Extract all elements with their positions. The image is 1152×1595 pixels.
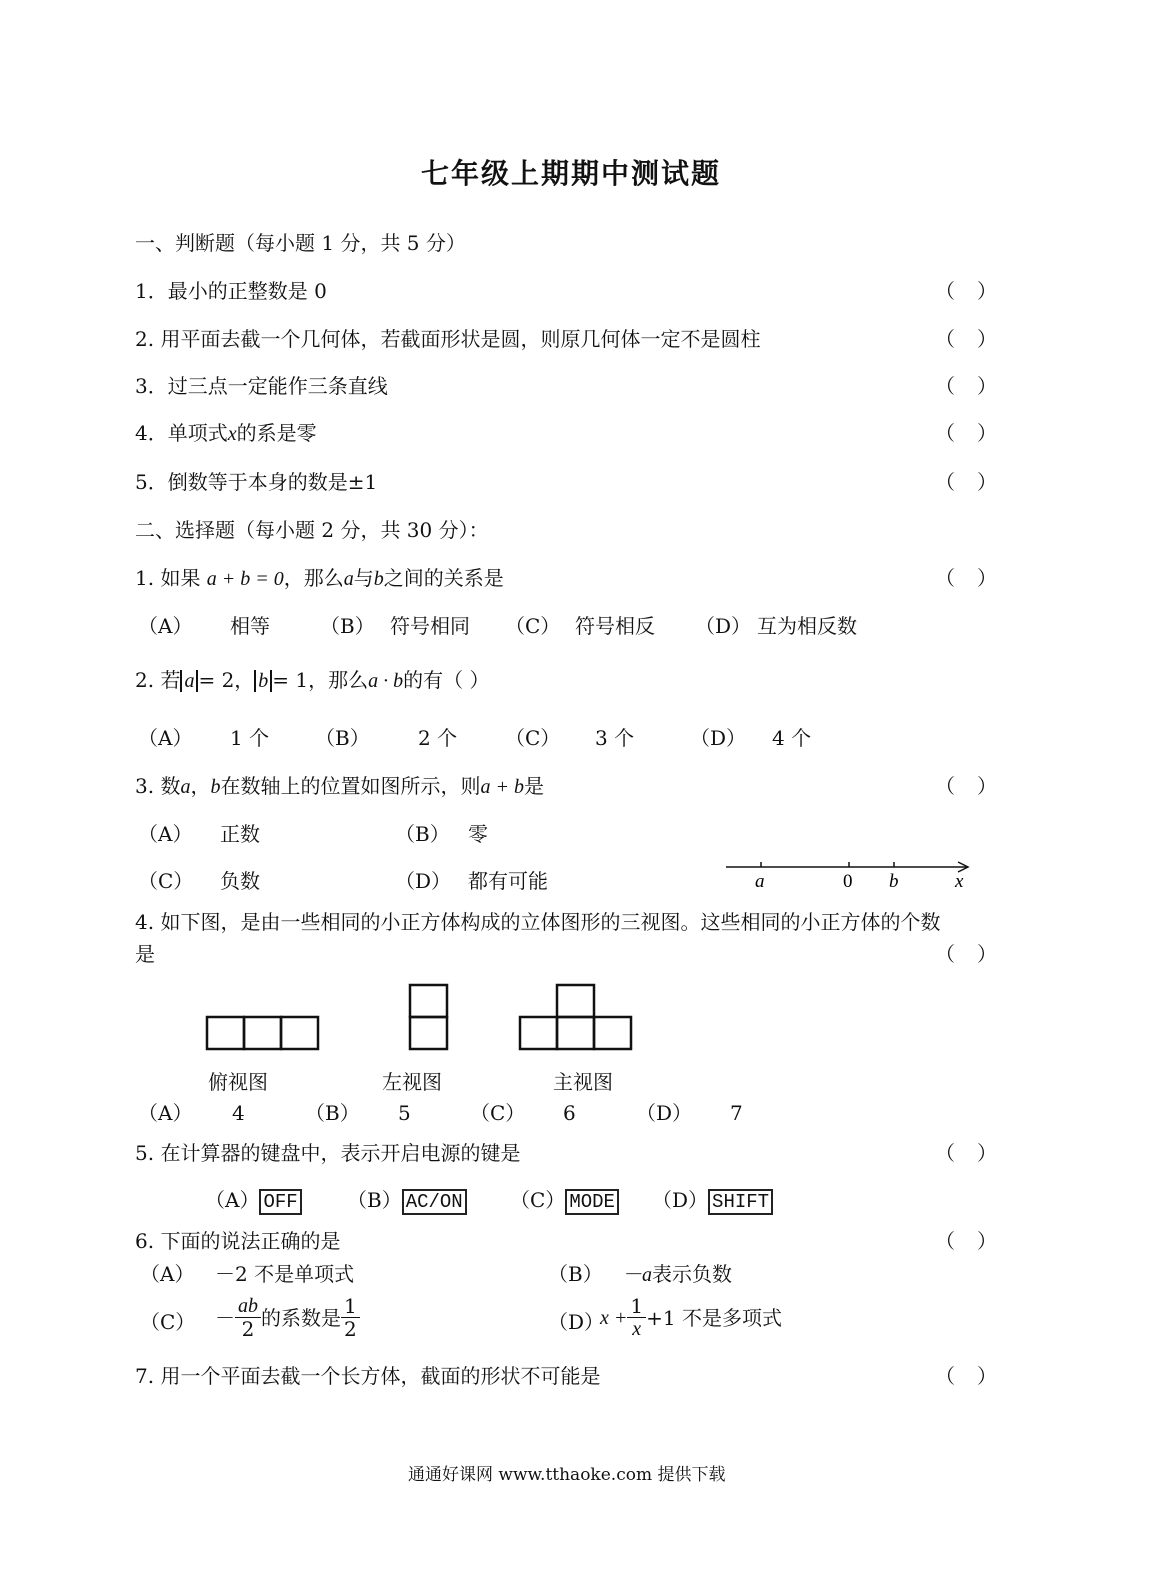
answer-blank: （ ） bbox=[935, 1229, 997, 1253]
view-label-top: 俯视图 bbox=[208, 1070, 268, 1094]
left-view bbox=[410, 985, 447, 1049]
shift-key: SHIFT bbox=[708, 1189, 773, 1215]
q6-option-b-label: （B） bbox=[548, 1262, 603, 1286]
front-view bbox=[520, 985, 631, 1049]
q3-option-a-text: 正数 bbox=[220, 822, 260, 846]
axis-label-a: a bbox=[755, 871, 765, 892]
q3-option-a-label: （A） bbox=[138, 822, 193, 846]
q1-option-b-label: （B） bbox=[320, 614, 375, 638]
q2-option-c-label: （C） bbox=[505, 726, 561, 750]
page-title: 七年级上期期中测试题 bbox=[421, 157, 722, 190]
q4-option-b-label: （B） bbox=[305, 1101, 360, 1125]
view-label-front: 主视图 bbox=[553, 1070, 613, 1094]
q1-option-c-text: 符号相反 bbox=[575, 614, 655, 638]
three-views-diagram bbox=[200, 980, 640, 1055]
answer-blank: （ ） bbox=[935, 1141, 997, 1165]
q2-text: 2. 若 a = 2， b = 1，那么a · b的有（ ） bbox=[135, 668, 490, 692]
q1-option-d-label: （D） bbox=[695, 614, 752, 638]
q6-option-c: － $\frac{ab}{2}$ 的系数是 $\frac{1}{2}$ bbox=[215, 1295, 360, 1340]
q2-option-d-text: 4 个 bbox=[772, 726, 812, 750]
axis-label-b: b bbox=[889, 871, 899, 892]
q6-option-a-label: （A） bbox=[140, 1262, 195, 1286]
s1-item-1: 1．最小的正整数是 0 bbox=[135, 279, 327, 303]
q6-option-b: －a表示负数 bbox=[622, 1262, 732, 1286]
answer-blank: （ ） bbox=[935, 1364, 997, 1388]
q3-option-b-text: 零 bbox=[468, 822, 488, 846]
q5-text: 5. 在计算器的键盘中，表示开启电源的键是 bbox=[135, 1141, 521, 1165]
answer-blank: （ ） bbox=[935, 774, 997, 798]
answer-blank: （ ） bbox=[935, 566, 997, 590]
mode-key: MODE bbox=[565, 1189, 619, 1215]
axis-label-x: x bbox=[955, 871, 964, 892]
q1-text: 1. 如果 a + b = 0，那么a与b之间的关系是 bbox=[135, 566, 504, 590]
q1-option-a-text: 相等 bbox=[230, 614, 270, 638]
q4-option-d-text: 7 bbox=[730, 1101, 743, 1125]
answer-blank: （ ） bbox=[935, 279, 997, 303]
q2-option-d-label: （D） bbox=[690, 726, 747, 750]
off-key: OFF bbox=[259, 1189, 301, 1215]
ac-on-key: AC/ON bbox=[402, 1189, 467, 1215]
q5-option-b: （B） AC/ON bbox=[347, 1188, 467, 1215]
s1-item-4 bbox=[135, 421, 317, 446]
q1-option-d-text: 互为相反数 bbox=[757, 614, 857, 638]
q4-text-line2: 是 bbox=[135, 942, 155, 966]
q4-text-line1: 4. 如下图，是由一些相同的小正方体构成的立体图形的三视图。这些相同的小正方体的个数 bbox=[135, 910, 941, 934]
q2-option-a-text: 1 个 bbox=[230, 726, 270, 750]
section1-heading: 一、判断题（每小题 1 分，共 5 分） bbox=[135, 231, 466, 255]
q1-option-b-text: 符号相同 bbox=[390, 614, 470, 638]
q6-option-d-label: （D） bbox=[548, 1310, 605, 1334]
q1-option-c-label: （C） bbox=[505, 614, 561, 638]
answer-blank: （ ） bbox=[935, 421, 997, 445]
s1-item-4-var: x bbox=[227, 423, 237, 445]
page-footer: 通通好课网 www.tthaoke.com 提供下载 bbox=[408, 1465, 726, 1485]
q2-option-b-text: 2 个 bbox=[418, 726, 458, 750]
q4-option-c-label: （C） bbox=[470, 1101, 526, 1125]
q3-option-c-label: （C） bbox=[138, 869, 194, 893]
q6-option-a-text: －2 不是单项式 bbox=[215, 1262, 355, 1286]
q1-option-a-label: （A） bbox=[138, 614, 193, 638]
q4-option-c-text: 6 bbox=[563, 1101, 576, 1125]
q3-option-d-text: 都有可能 bbox=[468, 869, 548, 893]
q5-option-c: （C） MODE bbox=[510, 1188, 619, 1215]
s1-item-3: 3．过三点一定能作三条直线 bbox=[135, 374, 388, 398]
q2-option-b-label: （B） bbox=[315, 726, 370, 750]
answer-blank: （ ） bbox=[935, 470, 997, 494]
q2-option-c-text: 3 个 bbox=[595, 726, 635, 750]
view-label-left: 左视图 bbox=[382, 1070, 442, 1094]
q4-option-a-label: （A） bbox=[138, 1101, 193, 1125]
axis-label-0: 0 bbox=[843, 871, 853, 892]
q3-option-d-label: （D） bbox=[395, 869, 452, 893]
answer-blank: （ ） bbox=[935, 327, 997, 351]
section2-heading: 二、选择题（每小题 2 分，共 30 分）： bbox=[135, 518, 489, 542]
q3-option-b-label: （B） bbox=[395, 822, 450, 846]
q3-text: 3. 数a，b在数轴上的位置如图所示，则a + b是 bbox=[135, 774, 544, 798]
s1-item-4-pre: 4．单项式 bbox=[135, 421, 228, 445]
q6-option-d: x + $\frac{1}{x}$ +1 不是多项式 bbox=[600, 1294, 782, 1340]
q4-option-a-text: 4 bbox=[232, 1101, 245, 1125]
answer-blank: （ ） bbox=[935, 942, 997, 966]
q4-option-b-text: 5 bbox=[398, 1101, 411, 1125]
q6-text: 6. 下面的说法正确的是 bbox=[135, 1229, 341, 1253]
q4-option-d-label: （D） bbox=[636, 1101, 693, 1125]
s1-item-5: 5．倒数等于本身的数是±1 bbox=[135, 470, 378, 494]
q3-option-c-text: 负数 bbox=[220, 869, 260, 893]
number-line bbox=[720, 852, 982, 894]
q5-option-d: （D） SHIFT bbox=[652, 1188, 773, 1215]
s1-item-2: 2. 用平面去截一个几何体，若截面形状是圆，则原几何体一定不是圆柱 bbox=[135, 327, 761, 351]
top-view bbox=[207, 1017, 318, 1049]
q5-option-a: （A） OFF bbox=[205, 1188, 302, 1215]
answer-blank: （ ） bbox=[935, 374, 997, 398]
s1-item-4-post: 的系是零 bbox=[236, 421, 317, 445]
q2-option-a-label: （A） bbox=[138, 726, 193, 750]
q6-option-c-label: （C） bbox=[140, 1310, 196, 1334]
q7-text: 7. 用一个平面去截一个长方体，截面的形状不可能是 bbox=[135, 1364, 601, 1388]
